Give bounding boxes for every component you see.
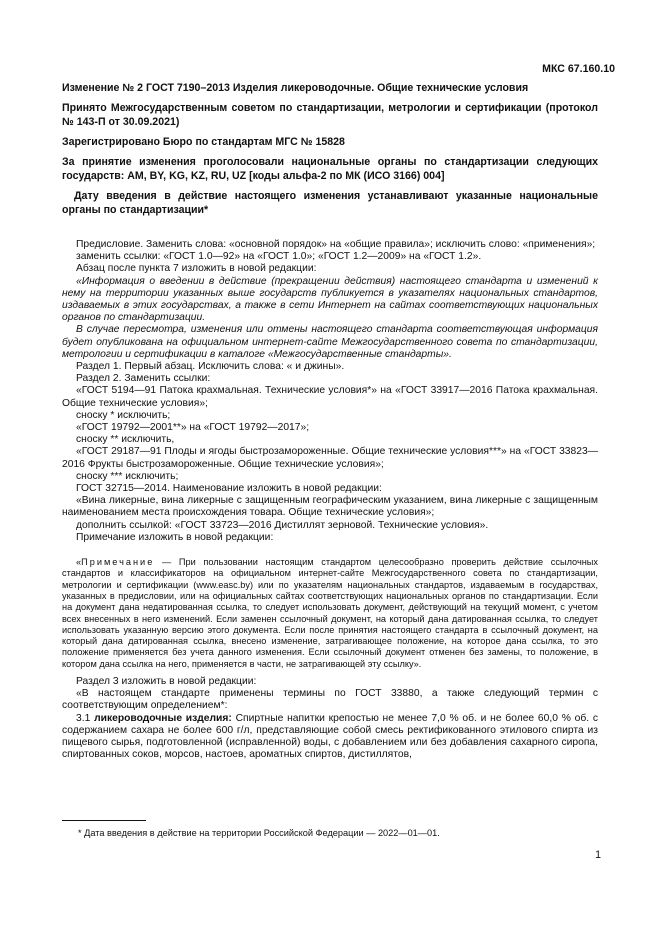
paragraph: сноску ** исключить,	[76, 434, 175, 446]
defined-term: ликероводочные изделия:	[94, 712, 232, 724]
paragraph: «Вина ликерные, вина ликерные с защищенным географическим указанием, вина ликерные с защищенным наименованием места происхождения товара. Общие технические условия»;	[62, 495, 598, 519]
paragraph: «В настоящем стандарте применены термины по ГОСТ 33880, а также следующий термин с соответствующим определением*:	[62, 688, 598, 712]
effective-date-statement: Дату введения в действие настоящего изменения устанавливают указанные национальные органы по стандартизации*	[62, 190, 598, 216]
note-block	[62, 557, 598, 670]
clause-number: 3.1	[76, 712, 95, 724]
paragraph: сноску *** исключить;	[76, 470, 179, 482]
registration-statement: Зарегистрировано Бюро по стандартам МГС № 15828	[62, 136, 345, 148]
note-open-quote: «	[76, 557, 82, 568]
footnote: * Дата введения в действие на территории Российской Федерации — 2022—01—01.	[78, 828, 440, 838]
definition-text: Спиртные напитки крепостью не менее 7,0 % об. и не более 60,0 % об. с содержанием сахара не более 600 г/л, представляющие собой смесь ректификованного этилового спирта из пищевого сырья, подготовленной (исправленной) воды, с добавлением или без добавления сахарного сиропа, спиртованных соков, морсов, настоев, ароматных спиртов, дистиллятов,	[62, 712, 598, 761]
voting-statement: За принятие изменения проголосовали национальные органы по стандартизации следующих государств: AM, BY, KG, KZ, RU, UZ [коды альфа-2 по МК (ИСО 3166) 004]	[62, 156, 598, 182]
paragraph: Предисловие. Заменить слова: «основной порядок» на «общие правила»; исключить слово: «применения»;	[76, 239, 596, 250]
mks-code: МКС 67.160.10	[542, 63, 615, 75]
amendment-title: Изменение № 2 ГОСТ 7190–2013 Изделия ликероводочные. Общие технические условия	[62, 82, 529, 94]
paragraph: сноску * исключить;	[76, 409, 171, 421]
paragraph: Раздел 1. Первый абзац. Исключить слова: « и джины».	[76, 361, 345, 373]
paragraph: дополнить ссылкой: «ГОСТ 33723—2016 Дистиллят зерновой. Технические условия».	[76, 519, 489, 531]
amendment-body	[62, 239, 598, 761]
paragraph: Раздел 2. Заменить ссылки:	[76, 373, 211, 385]
adopted-statement: Принято Межгосударственным советом по стандартизации, метрологии и сертификации (протокол № 143-П от 30.09.2021)	[62, 102, 598, 128]
paragraph: «ГОСТ 29187—91 Плоды и ягоды быстрозамороженные. Общие технические условия***» на «ГОСТ 33823—2016 Фрукты быстрозамороженные. Общие технические условия»;	[62, 446, 598, 470]
footnote-separator	[62, 820, 146, 821]
paragraph: «ГОСТ 5194—91 Патока крахмальная. Технические условия*» на «ГОСТ 33917—2016 Патока крахмальная. Общие технические условия»;	[62, 385, 598, 409]
paragraph: В случае пересмотра, изменения или отмены настоящего стандарта соответствующая информация будет опубликована на официальном интернет-сайте Межгосударственного совета по стандартизации, метрологии и сертификации в каталоге «Межгосударственные стандарты».	[62, 324, 598, 360]
paragraph: ГОСТ 32715—2014. Наименование изложить в новой редакции:	[76, 483, 382, 495]
paragraph: Примечание изложить в новой редакции:	[76, 531, 274, 543]
page-number: 1	[595, 849, 601, 861]
paragraph: заменить ссылки: «ГОСТ 1.0—92» на «ГОСТ 1.0»; «ГОСТ 1.2—2009» на «ГОСТ 1.2».	[76, 251, 482, 263]
paragraph: Раздел 3 изложить в новой редакции:	[76, 676, 257, 688]
note-label: Примечание	[81, 557, 155, 568]
note-text: — При пользовании настоящим стандартом целесообразно проверить действие ссылочных стандартов и классификаторов на официальном интернет-сайте Межгосударственного совета по стандартизации, метрологии и сертификации (www.easc.by) или по указателям национальных стандартов, издаваемым в государствах, указанных в предисловии, или на официальных сайтах соответствующих национальных органов по стандартизации. Если на документ дана недатированная ссылка, то следует использовать документ, действующий на текущий момент, с учетом всех внесенных в него изменений. Если заменен ссылочный документ, на который дана датированная ссылка, то следует использовать указанную версию этого документа. Если после принятия настоящего стандарта в ссылочный документ, на который дана датированная ссылка, внесено изменение, затрагивающее положение, на которое дана ссылка, то это положение применяется без учета данного изменения. Если ссылочный документ отменен без замены, то положение, в котором дана ссылка на него, применяется в части, не затрагивающей эту ссылку».	[62, 557, 598, 669]
paragraph: «Информация о введении в действие (прекращении действия) настоящего стандарта и изменений к нему на территории указанных выше государств публикуется в указателях национальных стандартов, издаваемых в этих государствах, а также в сети Интернет на сайтах соответствующих национальных органов по стандартизации.	[62, 275, 598, 324]
paragraph: Абзац после пункта 7 изложить в новой редакции:	[76, 263, 317, 275]
paragraph: «ГОСТ 19792—2001**» на «ГОСТ 19792—2017»;	[76, 422, 310, 434]
definition-paragraph	[62, 713, 598, 762]
